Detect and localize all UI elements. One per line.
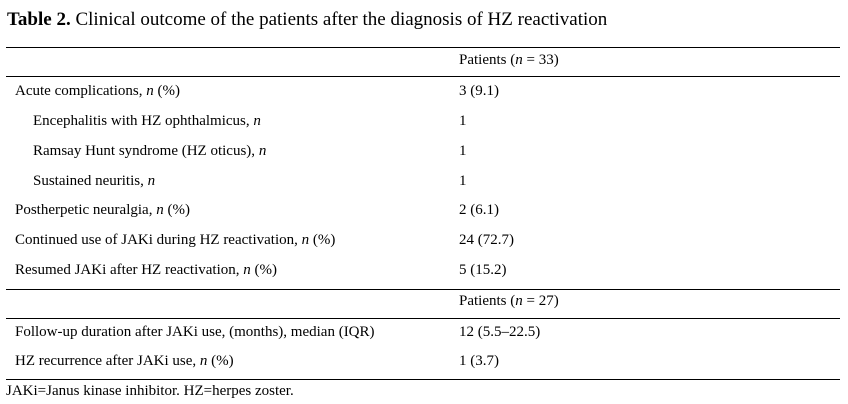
table-title: Clinical outcome of the patients after the diagnosis of HZ reactivation (70, 9, 608, 30)
row-value: 3 (9.1) (459, 83, 499, 99)
table-caption (7, 8, 607, 32)
row-label: Acute complications, n (%) (15, 83, 180, 99)
table-number: Table 2. (7, 9, 71, 30)
row-value: 1 (459, 173, 467, 189)
row-value: 1 (3.7) (459, 353, 499, 369)
top-rule (6, 47, 840, 48)
row-label: HZ recurrence after JAKi use, n (%) (15, 353, 234, 369)
row-label: Encephalitis with HZ ophthalmicus, n (33, 113, 261, 129)
bottom-rule (6, 379, 840, 380)
table-footnote: JAKi=Janus kinase inhibitor. HZ=herpes zoster. (6, 383, 294, 399)
row-value: 12 (5.5–22.5) (459, 324, 541, 340)
row-label: Postherpetic neuralgia, n (%) (15, 202, 190, 218)
column-header-patients-27: Patients (n = 27) (459, 293, 559, 309)
column-header-patients-33: Patients (n = 33) (459, 52, 559, 68)
table-row (0, 350, 848, 372)
row-label: Resumed JAKi after HZ reactivation, n (%) (15, 262, 278, 278)
table-row (0, 321, 848, 343)
table-row (0, 199, 848, 221)
row-label: Ramsay Hunt syndrome (HZ oticus), n (33, 143, 267, 159)
row-value: 24 (72.7) (459, 232, 514, 248)
row-value: 1 (459, 113, 467, 129)
row-label: Follow-up duration after JAKi use, (months), median (IQR) (15, 324, 375, 340)
table-row (0, 110, 848, 132)
table-row (0, 259, 848, 281)
table-row (0, 80, 848, 102)
column-header-row (0, 49, 848, 71)
table-row (0, 229, 848, 251)
table-row (0, 140, 848, 162)
header-rule (6, 318, 840, 319)
table-row (0, 170, 848, 192)
row-label: Sustained neuritis, n (33, 173, 156, 189)
row-value: 2 (6.1) (459, 202, 499, 218)
row-value: 5 (15.2) (459, 262, 507, 278)
row-value: 1 (459, 143, 467, 159)
column-header-row (0, 290, 848, 312)
header-rule (6, 76, 840, 77)
row-label: Continued use of JAKi during HZ reactivation, n (%) (15, 232, 336, 248)
